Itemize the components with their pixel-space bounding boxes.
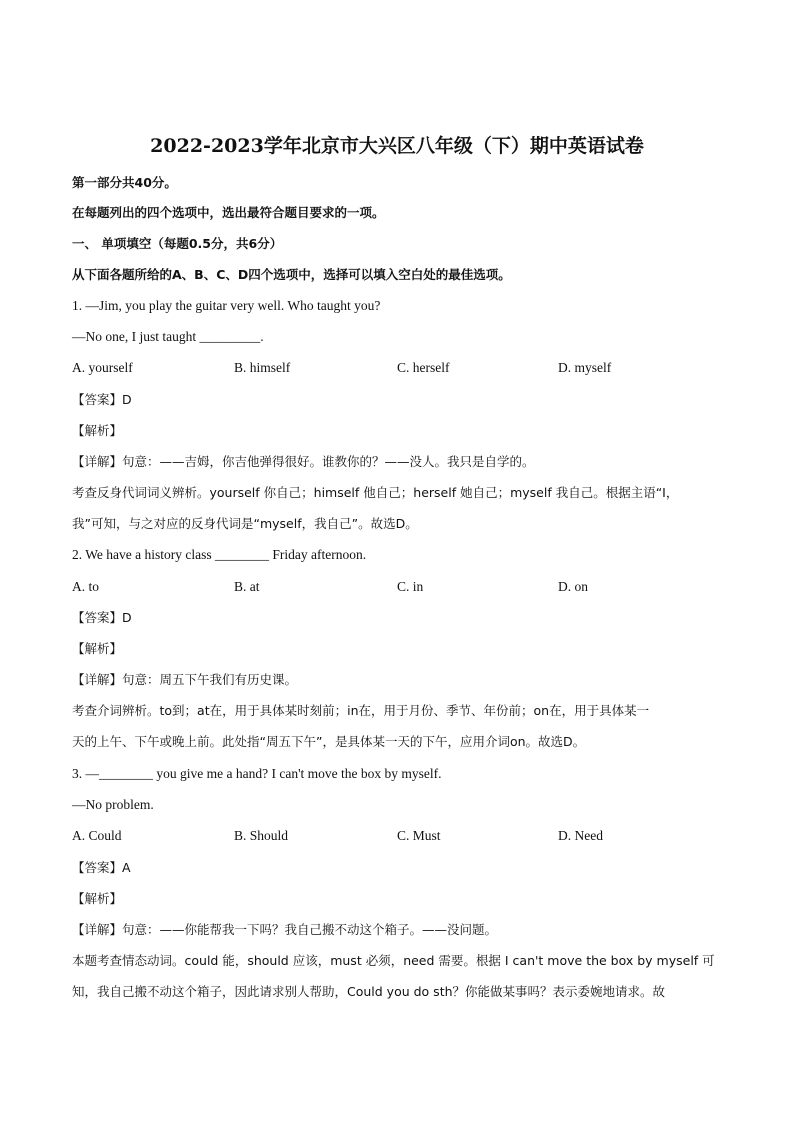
option-d: D. on (558, 579, 588, 594)
part-heading: 第一部分共40分。 (72, 175, 177, 190)
option-c: C. Must (397, 828, 441, 843)
question-2-analysis-label: 【解析】 (72, 641, 123, 656)
question-2-detail: 【详解】句意：周五下午我们有历史课。 (72, 672, 298, 687)
option-a: A. to (72, 579, 99, 594)
option-c: C. herself (397, 360, 450, 375)
option-d: D. Need (558, 828, 603, 843)
section-heading: 一、 单项填空（每题0.5分，共6分） (72, 236, 283, 251)
question-1-stem-reply: —No one, I just taught _________. (72, 329, 264, 344)
question-1-explanation-line-1: 考查反身代词词义辨析。yourself 你自己；himself 他自己；herself 她自己；myself 我自己。根据主语“I， (72, 485, 679, 500)
instruction: 在每题列出的四个选项中，选出最符合题目要求的一项。 (72, 205, 385, 220)
question-1-stem: 1. —Jim, you play the guitar very well. Who taught you? (72, 298, 381, 313)
question-3-analysis-label: 【解析】 (72, 891, 123, 906)
option-b: B. at (234, 579, 260, 594)
question-2-answer: 【答案】D (72, 610, 132, 625)
question-3-explanation-line-2: 知，我自己搬不动这个箱子，因此请求别人帮助，Could you do sth？你能做某事吗？表示委婉地请求。故 (72, 984, 666, 999)
option-a: A. Could (72, 828, 122, 843)
question-3-explanation-line-1: 本题考查情态动词。could 能，should 应该，must 必须，need 需要。根据 I can't move the box by myself 可 (72, 953, 715, 968)
question-3-detail: 【详解】句意：——你能帮我一下吗？我自己搬不动这个箱子。——没问题。 (72, 922, 498, 937)
question-2-stem: 2. We have a history class ________ Friday afternoon. (72, 547, 367, 562)
option-b: B. Should (234, 828, 289, 843)
option-b: B. himself (234, 360, 291, 375)
option-a: A. yourself (72, 360, 133, 375)
question-2-explanation-line-2: 天的上午、下午或晚上前。此处指“周五下午”，是具体某一天的下午，应用介词on。故选D。 (72, 734, 586, 749)
page-title: 2022-2023学年北京市大兴区八年级（下）期中英语试卷 (150, 135, 644, 157)
section-instruction: 从下面各题所给的A、B、C、D四个选项中，选择可以填入空白处的最佳选项。 (72, 267, 511, 282)
question-1-answer: 【答案】D (72, 392, 132, 407)
question-3-stem-reply: —No problem. (72, 797, 154, 812)
question-3-answer: 【答案】A (72, 860, 131, 875)
question-1-detail: 【详解】句意：——吉姆，你吉他弹得很好。谁教你的？——没人。我只是自学的。 (72, 454, 535, 469)
option-d: D. myself (558, 360, 612, 375)
question-1-explanation-line-2: 我”可知，与之对应的反身代词是“myself，我自己”。故选D。 (72, 516, 418, 531)
option-c: C. in (397, 579, 424, 594)
question-3-stem: 3. —________ you give me a hand? I can't move the box by myself. (72, 766, 442, 781)
question-2-explanation-line-1: 考查介词辨析。to到；at在，用于具体某时刻前；in在，用于月份、季节、年份前；on在，用于具体某一 (72, 703, 650, 718)
question-1-analysis-label: 【解析】 (72, 423, 123, 438)
